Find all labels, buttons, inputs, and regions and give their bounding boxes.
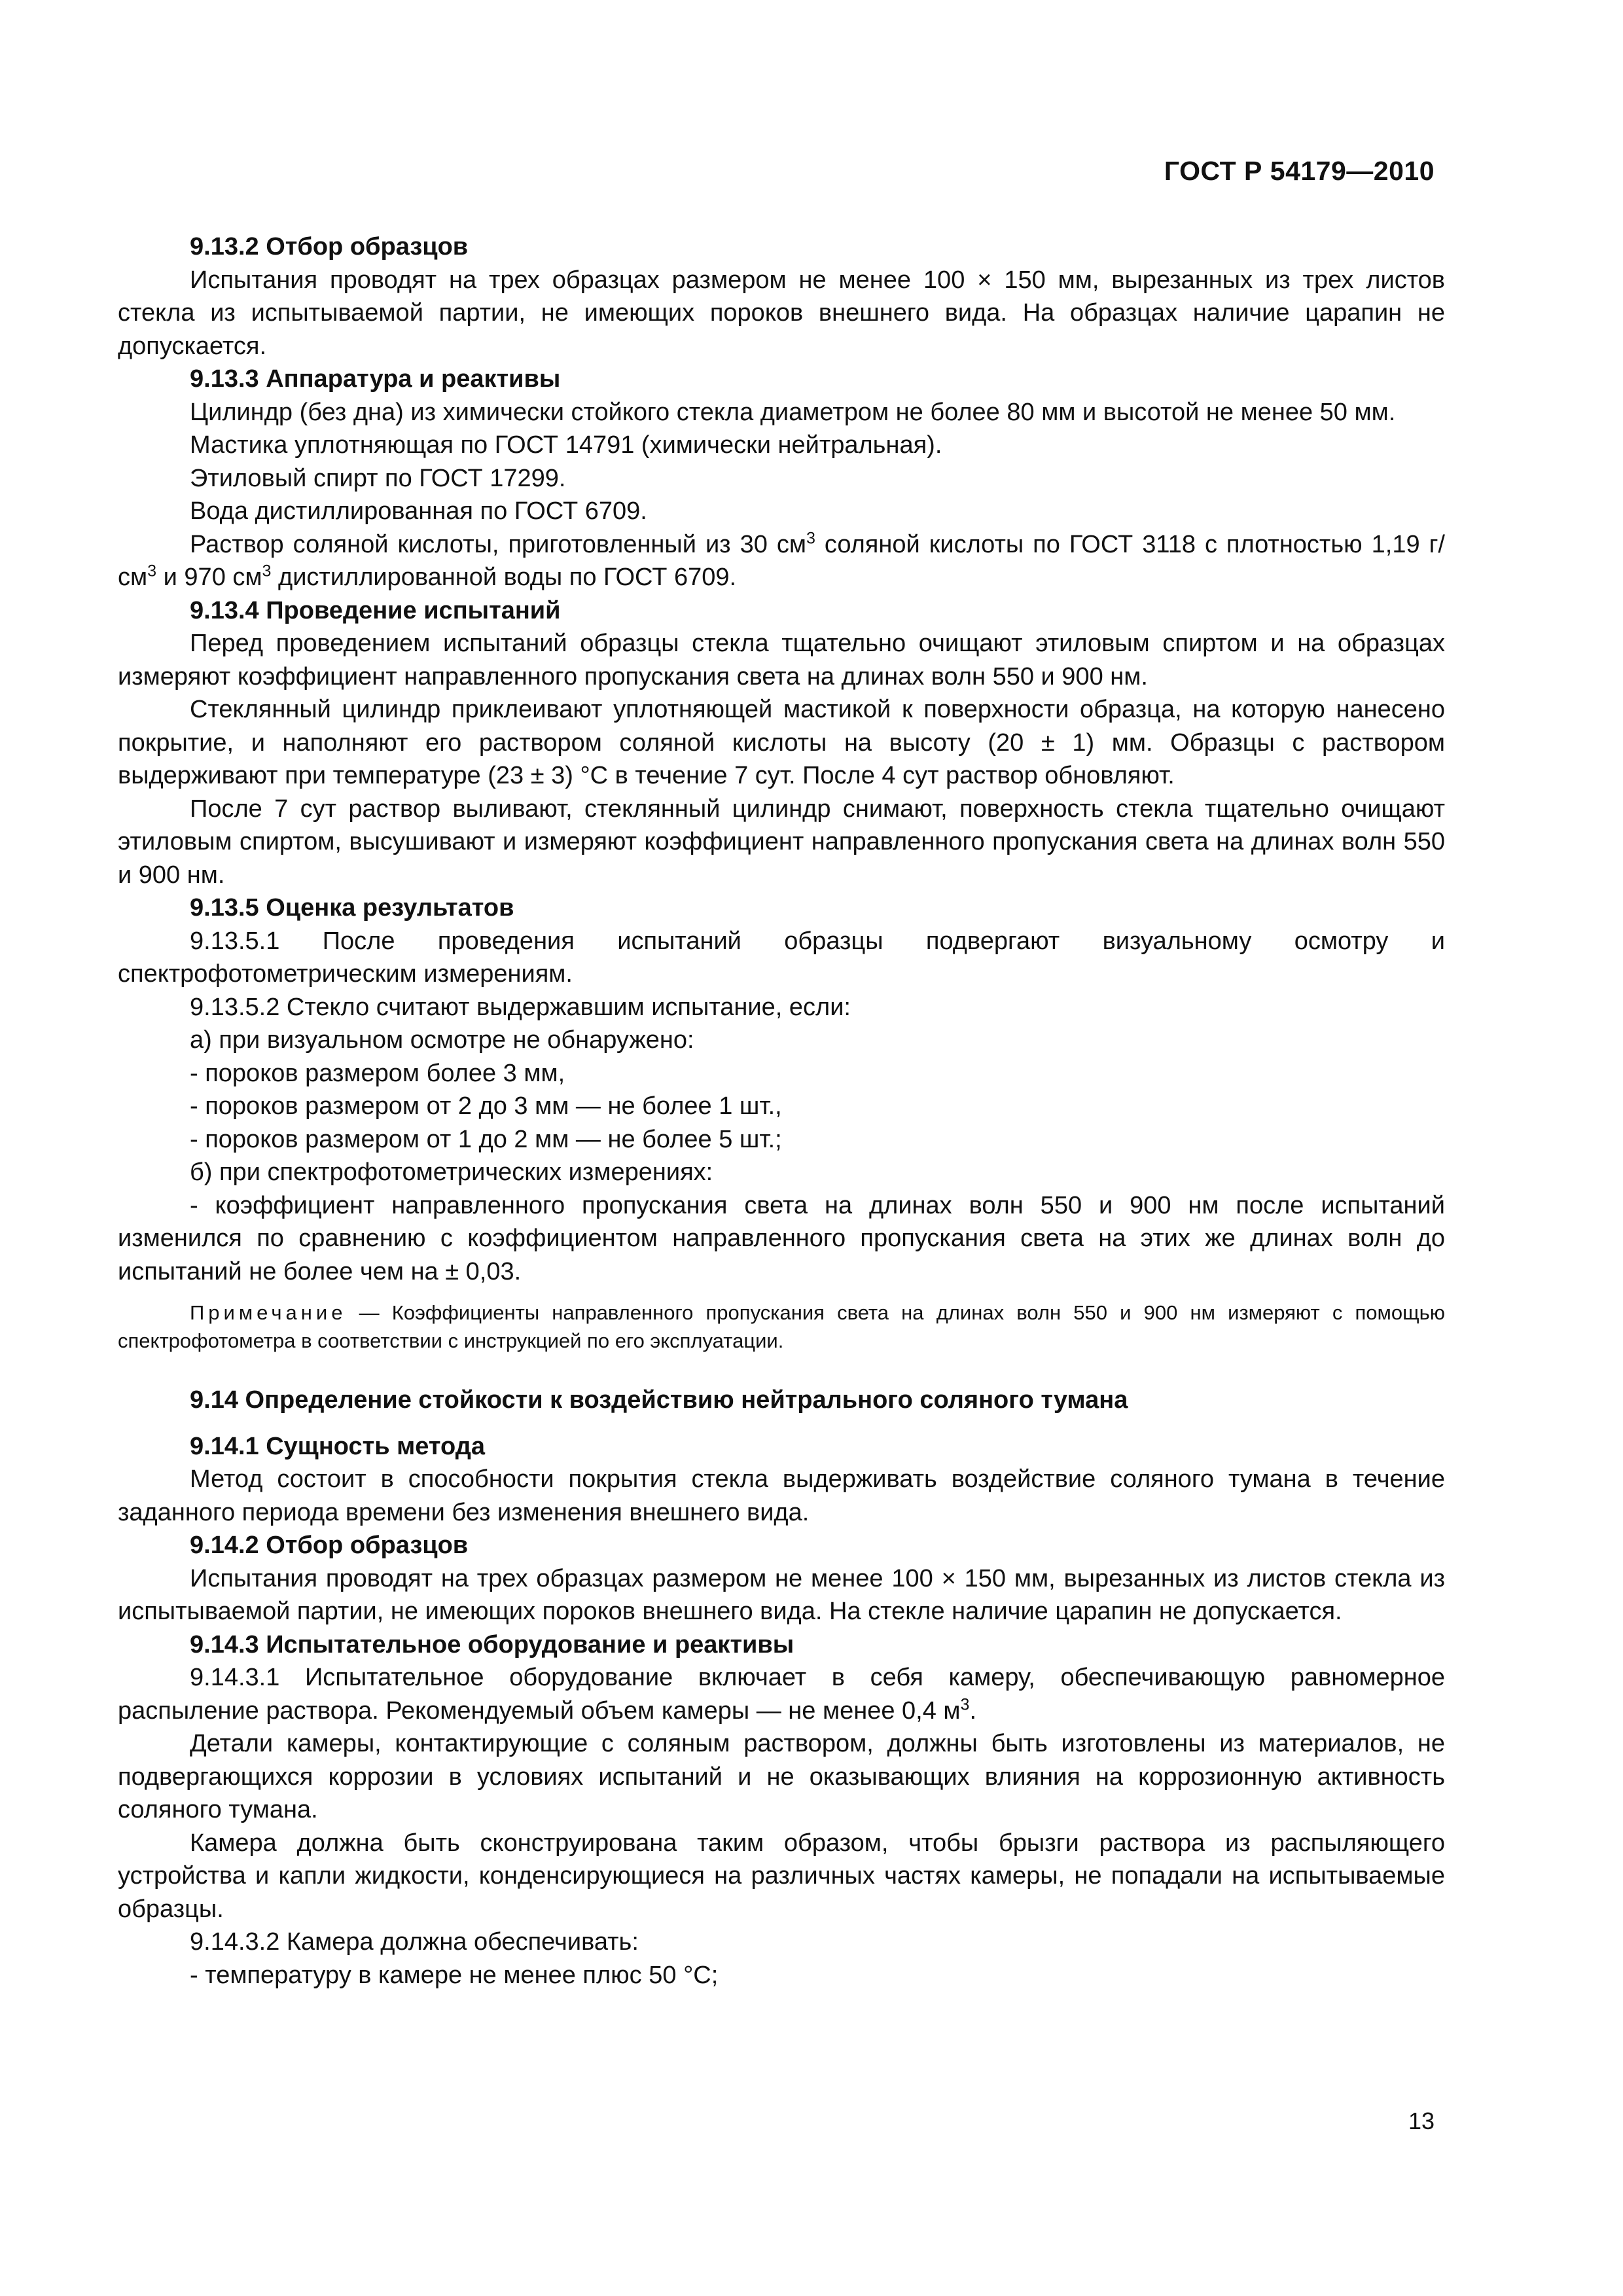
section-heading: 9.13.2 Отбор образцов: [190, 233, 469, 260]
paragraph: - пороков размером от 2 до 3 мм — не более 1 шт.,: [190, 1092, 782, 1120]
paragraph: После 7 сут раствор выливают, стеклянный цилиндр снимают, поверхность стекла тщательно очищают этиловым спиртом, высушивают и измеряют коэффициент направленного пропускания света на длинах волн 550 и 900 нм.: [118, 795, 1445, 889]
paragraph: 9.14.3.2 Камера должна обеспечивать:: [190, 1928, 639, 1956]
paragraph: Испытания проводят на трех образцах размером не менее 100 × 150 мм, вырезанных из трех листов стекла из испытываемой партии, не имеющих пороков внешнего вида. На образцах наличие царапин не допускается.: [118, 266, 1445, 360]
paragraph: Вода дистиллированная по ГОСТ 6709.: [190, 497, 647, 525]
paragraph: Раствор соляной кислоты, приготовленный из 30 $см^3$ соляной кислоты по ГОСТ 3118 с плотностью 1,19 $г/см^3$ и 970 $см^3$ дистиллированной воды по ГОСТ 6709.: [118, 528, 1445, 591]
paragraph: Этиловый спирт по ГОСТ 17299.: [190, 464, 566, 492]
section-heading: 9.13.4 Проведение испытаний: [190, 596, 561, 624]
paragraph: Испытания проводят на трех образцах размером не менее 100 × 150 мм, вырезанных из листов стекла из испытываемой партии, не имеющих пороков внешнего вида. На стекле наличие царапин не допускается.: [118, 1564, 1445, 1625]
section-heading: 9.14 Определение стойкости к воздействию нейтрального соляного тумана: [190, 1386, 1128, 1414]
paragraph: - температуру в камере не менее плюс 50 °С;: [190, 1961, 719, 1989]
paragraph: - пороков размером от 1 до 2 мм — не более 5 шт.;: [190, 1125, 782, 1153]
paragraph: - коэффициент направленного пропускания света на длинах волн 550 и 900 нм после испытаний изменился по сравнению с коэффициентом направленного пропускания света на этих же длинах волн до испытаний не более чем на ± 0,03.: [118, 1191, 1445, 1285]
paragraph: Детали камеры, контактирующие с соляным раствором, должны быть изготовлены из материалов, не подвергающихся коррозии в условиях испытаний и не оказывающих влияния на коррозионную активность соляного тумана.: [118, 1730, 1445, 1823]
paragraph: Мастика уплотняющая по ГОСТ 14791 (химически нейтральная).: [190, 431, 942, 459]
page-number: 13: [1408, 2108, 1435, 2134]
paragraph: Цилиндр (без дна) из химически стойкого стекла диаметром не более 80 мм и высотой не менее 50 мм.: [190, 398, 1396, 426]
paragraph: Камера должна быть сконструирована таким образом, чтобы брызги раствора из распыляющего устройства и капли жидкости, конденсирующиеся на различных частях камеры, не попадали на испытываемые образцы.: [118, 1829, 1445, 1923]
paragraph: 9.14.3.1 Испытательное оборудование включает в себя камеру, обеспечивающую равномерное распыление раствора. Рекомендуемый объем камеры — не менее 0,4 $м^3$.: [118, 1664, 1445, 1725]
paragraph: 9.13.5.1 После проведения испытаний образцы подвергают визуальному осмотру и спектрофотометрическим измерениям.: [118, 927, 1445, 988]
document-code-header: ГОСТ Р 54179—2010: [1164, 156, 1435, 186]
paragraph: б) при спектрофотометрических измерениях:: [190, 1158, 713, 1186]
section-heading: 9.14.1 Сущность метода: [190, 1432, 485, 1460]
paragraph: Метод состоит в способности покрытия стекла выдерживать воздействие соляного тумана в течение заданного периода времени без изменения внешнего вида.: [118, 1465, 1445, 1526]
paragraph: - пороков размером более 3 мм,: [190, 1059, 565, 1087]
section-heading: 9.14.2 Отбор образцов: [190, 1532, 469, 1559]
paragraph: а) при визуальном осмотре не обнаружено:: [190, 1026, 694, 1054]
section-heading: 9.13.3 Аппаратура и реактивы: [190, 365, 561, 393]
section-heading: 9.13.5 Оценка результатов: [190, 894, 514, 922]
note-paragraph: [118, 1299, 1445, 1355]
paragraph: Стеклянный цилиндр приклеивают уплотняющей мастикой к поверхности образца, на которую нанесено покрытие, и наполняют его раствором соляной кислоты на высоту (20 ± 1) мм. Образцы с раствором выдерживают при температуре (23 ± 3) °С в течение 7 сут. После 4 сут раствор обновляют.: [118, 696, 1445, 789]
paragraph: 9.13.5.2 Стекло считают выдержавшим испытание, если:: [190, 993, 851, 1021]
paragraph: Перед проведением испытаний образцы стекла тщательно очищают этиловым спиртом и на образцах измеряют коэффициент направленного пропускания света на длинах волн 550 и 900 нм.: [118, 630, 1445, 691]
note-label: Примечание: [190, 1301, 347, 1324]
section-heading: 9.14.3 Испытательное оборудование и реактивы: [190, 1630, 794, 1659]
note-text: — Коэффициенты направленного пропускания света на длинах волн 550 и 900 нм измеряют с помощью спектрофотометра в соответствии с инструкцией по его эксплуатации.: [118, 1301, 1445, 1352]
document-body: [118, 230, 1445, 1992]
